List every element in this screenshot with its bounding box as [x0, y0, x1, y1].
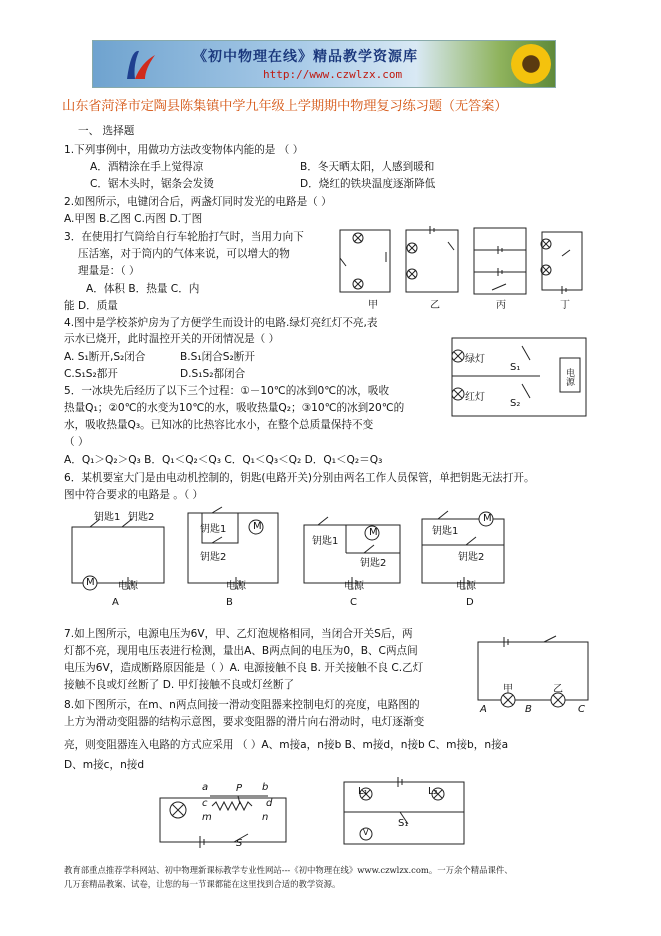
q6-c-power-label: 电源 — [344, 581, 364, 592]
q2-fig-label-bing: 丙 — [496, 300, 506, 311]
q8-line-1: 8.如下图所示，在m、n两点间接一滑动变阻器来控制电灯的亮度，电路图的 — [64, 699, 420, 711]
q6-b-motor-label: M — [253, 521, 262, 532]
banner-url[interactable]: http://www.czwlzx.com — [263, 68, 403, 81]
q5-line-3: 水，吸收热量Q₃。已知冰的比热容比水小，在整个总质量保持不变 — [64, 419, 374, 431]
sunflower-icon — [511, 44, 551, 84]
q5-line-4: （ ） — [64, 436, 89, 448]
q8-terminal-c: c — [202, 798, 208, 809]
document-title: 山东省菏泽市定陶县陈集镇中学九年级上学期期中物理复习练习题（无答案） — [62, 99, 508, 114]
q6-line-2: 图中符合要求的电路是 。（ ） — [64, 489, 204, 501]
q2-fig-label-ding: 丁 — [560, 300, 570, 311]
q7-point-a: A — [480, 704, 487, 715]
q3-line-3: 理量是：（ ） — [78, 265, 140, 277]
q1-option-a: A．酒精涂在手上觉得凉 — [90, 161, 204, 173]
q6-b-key1-label: 钥匙1 — [200, 524, 227, 535]
q6-b-key2-label: 钥匙2 — [200, 552, 227, 563]
q7-lamp-yi-label: 乙 — [553, 684, 563, 695]
q7-line-2: 灯都不亮，现用电压表进行检测，量出A、B两点间的电压为0，B、C两点间 — [64, 645, 418, 657]
q6-d-motor-label: M — [483, 513, 492, 524]
q7-line-1: 7.如上图所示，电源电压为6V，甲、乙灯泡规格相同，当闭合开关S后，两 — [64, 628, 413, 640]
q2-stem: 2.如图所示，电键闭合后，两盏灯同时发光的电路是（ ） — [64, 196, 332, 208]
q6-label-b: B — [226, 597, 233, 608]
q6-label-c: C — [350, 597, 357, 608]
q7-point-c: C — [578, 704, 585, 715]
q7-point-b: B — [525, 704, 532, 715]
q4-option-d: D.S₁S₂都闭合 — [180, 368, 246, 380]
q8-rheostat-figure — [158, 780, 298, 844]
q7-lamp-jia-label: 甲 — [503, 684, 513, 695]
q7-line-3: 电压为6V，造成断路原因能是（ ）A. 电源接触不良 B. 开关接触不良 C.乙灯 — [64, 662, 424, 674]
q4-option-c: C.S₁S₂都开 — [64, 368, 118, 380]
q6-b-power-label: 电源 — [226, 581, 246, 592]
q4-line-2: 示水已烧开，此时温控开关的开闭情况是（ ） — [64, 333, 280, 345]
q8-voltmeter-label: V — [363, 828, 369, 837]
header-banner — [92, 40, 556, 88]
q6-d-power-label: 电源 — [456, 581, 476, 592]
q5-line-2: 热量Q₁；②0℃的水变为10℃的水，吸收热量Q₂；③10℃的冰到20℃的 — [64, 402, 405, 414]
q4-line-1: 4.图中是学校茶炉房为了方便学生而设计的电路.绿灯亮红灯不亮,表 — [64, 317, 378, 329]
q8-line-3: 亮，则变阻器连入电路的方式应采用 （ ）A、m接a，n接b B、m接d，n接b C、m接b，n接a — [64, 739, 509, 751]
site-logo-icon — [121, 45, 159, 83]
q6-c-motor-label: M — [369, 527, 378, 538]
q8-terminal-n: n — [262, 812, 269, 823]
q4-s2-label: S₂ — [510, 398, 521, 409]
q8-terminal-d: d — [266, 798, 273, 809]
q7-circuit-figure — [474, 636, 594, 716]
q3-line-5: 能 D．质量 — [64, 300, 118, 312]
q2-fig-label-jia: 甲 — [368, 300, 378, 311]
q1-stem: 1.下列事例中，用做功方法改变物体内能的是 （ ） — [64, 144, 304, 156]
q4-green-light-label: 绿灯 — [465, 354, 485, 365]
q4-option-b: B.S₁闭合S₂断开 — [180, 351, 255, 363]
q8-line-4: D、m接c，n接d — [64, 759, 145, 771]
q1-option-c: C．锯木头时，锯条会发烫 — [90, 178, 214, 190]
q8-line-2: 上方为滑动变阻器的结构示意图，要求变阻器的滑片向右滑动时，电灯逐渐变 — [64, 716, 425, 728]
q8-lamp-l2-label: L₂ — [428, 786, 438, 797]
q1-option-d: D．烧红的铁块温度逐渐降低 — [300, 178, 436, 190]
q2-circuit-figure — [336, 222, 596, 304]
q6-label-d: D — [466, 597, 474, 608]
q1-option-b: B．冬天晒太阳，人感到暖和 — [300, 161, 435, 173]
footer-line-2: 几万套精品教案、试卷，让您的每一节课都能在这里找到合适的教学资源。 — [64, 879, 341, 889]
q4-s1-label: S₁ — [510, 362, 521, 373]
footer-line-1: 教育部重点推荐学科网站、初中物理新课标教学专业性网站---《初中物理在线》www.czwlzx.com。一万余个精品课件、 — [64, 865, 513, 875]
q5-options: A．Q₁＞Q₂＞Q₃ B．Q₁＜Q₂＜Q₃ C．Q₁＜Q₃＜Q₂ D．Q₁＜Q₂＝Q₃ — [64, 454, 383, 466]
q3-line-4: A．体积 B．热量 C．内 — [86, 283, 200, 295]
q8-switch-s1-label: S₁ — [398, 818, 409, 829]
q6-c-key2-label: 钥匙2 — [360, 558, 387, 569]
q7-line-4: 接触不良或灯丝断了 D. 甲灯接触不良或灯丝断了 — [64, 679, 295, 691]
banner-title: 《初中物理在线》精品教学资源库 — [193, 49, 418, 65]
q8-terminal-a: a — [202, 782, 209, 793]
q8-lamp-l1-label: L₁ — [358, 786, 368, 797]
q6-d-key2-label: 钥匙2 — [458, 552, 485, 563]
q5-line-1: 5．一冰块先后经历了以下三个过程：①－10℃的冰到0℃的冰，吸收 — [64, 385, 390, 397]
q6-a-key2-label: 钥匙2 — [128, 512, 155, 523]
q8-terminal-b: b — [262, 782, 269, 793]
q6-a-power-label: 电源 — [118, 581, 138, 592]
q4-option-a: A. S₁断开,S₂闭合 — [64, 351, 146, 363]
q3-line-2: 压活塞，对于筒内的气体来说，可以增大的物 — [78, 248, 290, 260]
q2-fig-label-yi: 乙 — [430, 300, 440, 311]
q6-label-a: A — [112, 597, 119, 608]
q6-a-motor-label: M — [86, 577, 95, 588]
q6-d-key1-label: 钥匙1 — [432, 526, 459, 537]
q3-line-1: 3．在使用打气筒给自行车轮胎打气时，当用力向下 — [64, 231, 304, 243]
section-heading: 一、 选择题 — [78, 125, 135, 137]
q2-options: A.甲图 B.乙图 C.丙图 D.丁图 — [64, 213, 203, 225]
q4-power-label: 电源 — [564, 368, 574, 386]
q6-line-1: 6．某机要室大门是由电动机控制的，钥匙(电路开关)分别由两名工作人员保管，单把钥匙无法打开。 — [64, 472, 535, 484]
q8-slider-p: P — [236, 783, 243, 794]
footer-note — [64, 863, 513, 891]
q8-switch-s: S — [236, 838, 243, 849]
q8-terminal-m: m — [202, 812, 212, 823]
q4-red-light-label: 红灯 — [465, 392, 485, 403]
q6-c-key1-label: 钥匙1 — [312, 536, 339, 547]
q6-a-key1-label: 钥匙1 — [94, 512, 121, 523]
